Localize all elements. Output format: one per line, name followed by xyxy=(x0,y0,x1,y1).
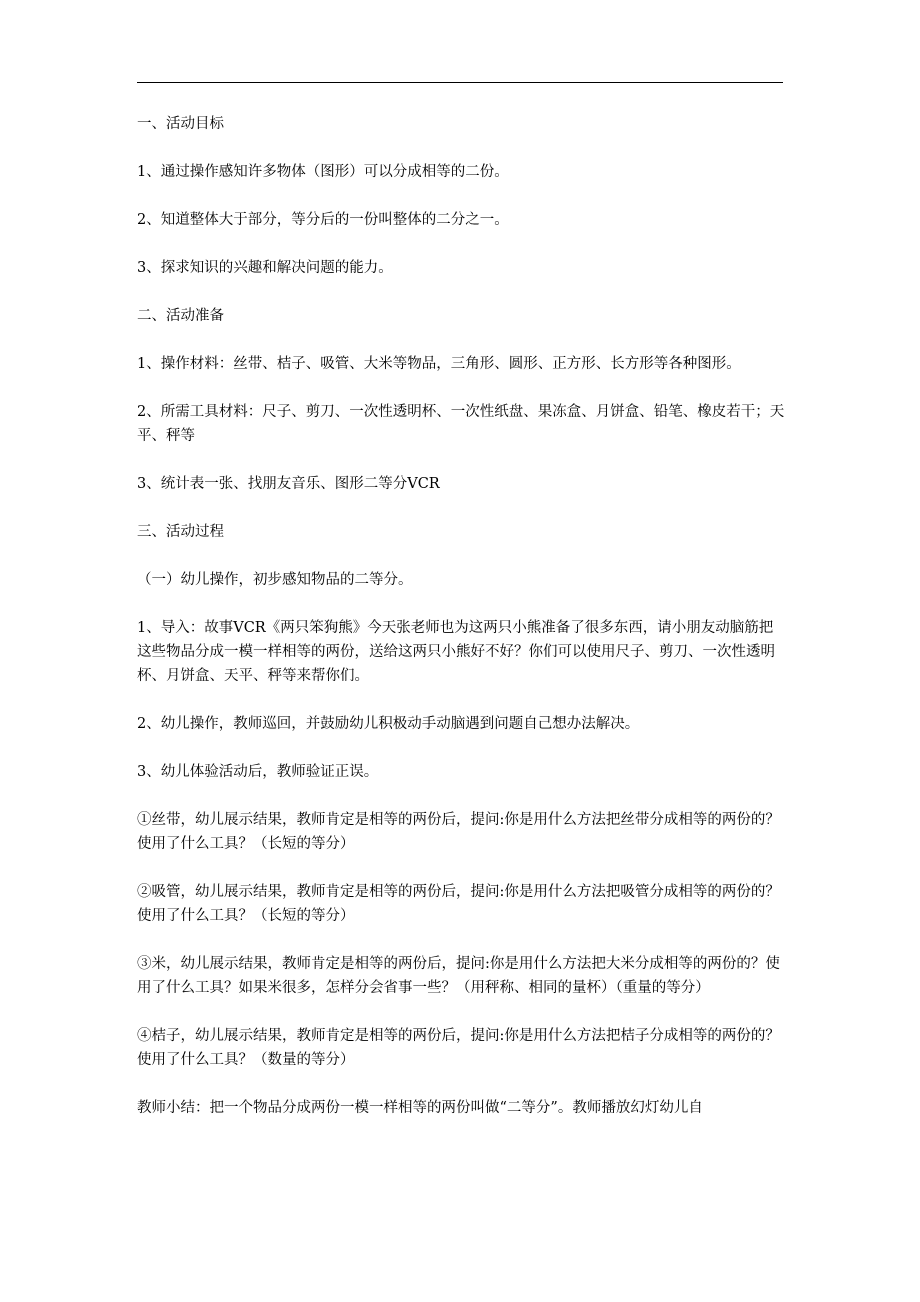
process-step-1: 1、导入：故事VCR《两只笨狗熊》今天张老师也为这两只小熊准备了很多东西，请小朋友动脑筋把这些物品分成一模一样相等的两份，送给这两只小熊好不好？你们可以使用尺子、剪刀、一次性透明杯、月饼盒、天平、秤等来帮你们。 xyxy=(137,620,775,684)
document-body xyxy=(137,112,787,1144)
section-heading-process: 三、活动过程 xyxy=(137,524,224,540)
goal-item-1: 1、通过操作感知许多物体（图形）可以分成相等的二份。 xyxy=(137,164,509,180)
section-heading-goals: 一、活动目标 xyxy=(137,116,224,132)
verification-straw: ②吸管，幼儿展示结果，教师肯定是相等的两份后，提问:你是用什么方法把吸管分成相等的两份的？使用了什么工具？（长短的等分） xyxy=(137,884,780,924)
teacher-summary: 教师小结：把一个物品分成两份一模一样相等的两份叫做“二等分”。教师播放幻灯幼儿自 xyxy=(137,1100,703,1116)
header-divider xyxy=(137,82,783,83)
verification-ribbon: ①丝带，幼儿展示结果，教师肯定是相等的两份后，提问:你是用什么方法把丝带分成相等的两份的？使用了什么工具？（长短的等分） xyxy=(137,812,780,852)
verification-rice: ③米，幼儿展示结果，教师肯定是相等的两份后，提问:你是用什么方法把大米分成相等的两份的？使用了什么工具？如果米很多，怎样分会省事一些？（用秤称、相同的量杯）（重量的等分） xyxy=(137,956,780,996)
process-step-2: 2、幼儿操作，教师巡回，并鼓励幼儿积极动手动脑遇到问题自己想办法解决。 xyxy=(137,716,640,732)
preparation-item-1: 1、操作材料：丝带、桔子、吸管、大米等物品，三角形、圆形、正方形、长方形等各种图形。 xyxy=(137,356,741,372)
subsection-heading-operation: （一）幼儿操作，初步感知物品的二等分。 xyxy=(137,572,413,588)
preparation-item-2: 2、所需工具材料：尺子、剪刀、一次性透明杯、一次性纸盘、果冻盒、月饼盒、铅笔、橡皮若干；天平、秤等 xyxy=(137,404,785,444)
verification-orange: ④桔子，幼儿展示结果，教师肯定是相等的两份后，提问:你是用什么方法把桔子分成相等的两份的？使用了什么工具？（数量的等分） xyxy=(137,1028,780,1068)
section-heading-preparation: 二、活动准备 xyxy=(137,308,224,324)
process-step-3: 3、幼儿体验活动后，教师验证正误。 xyxy=(137,764,379,780)
goal-item-2: 2、知道整体大于部分，等分后的一份叫整体的二分之一。 xyxy=(137,212,509,228)
goal-item-3: 3、探求知识的兴趣和解决问题的能力。 xyxy=(137,260,393,276)
preparation-item-3: 3、统计表一张、找朋友音乐、图形二等分VCR xyxy=(137,476,440,492)
